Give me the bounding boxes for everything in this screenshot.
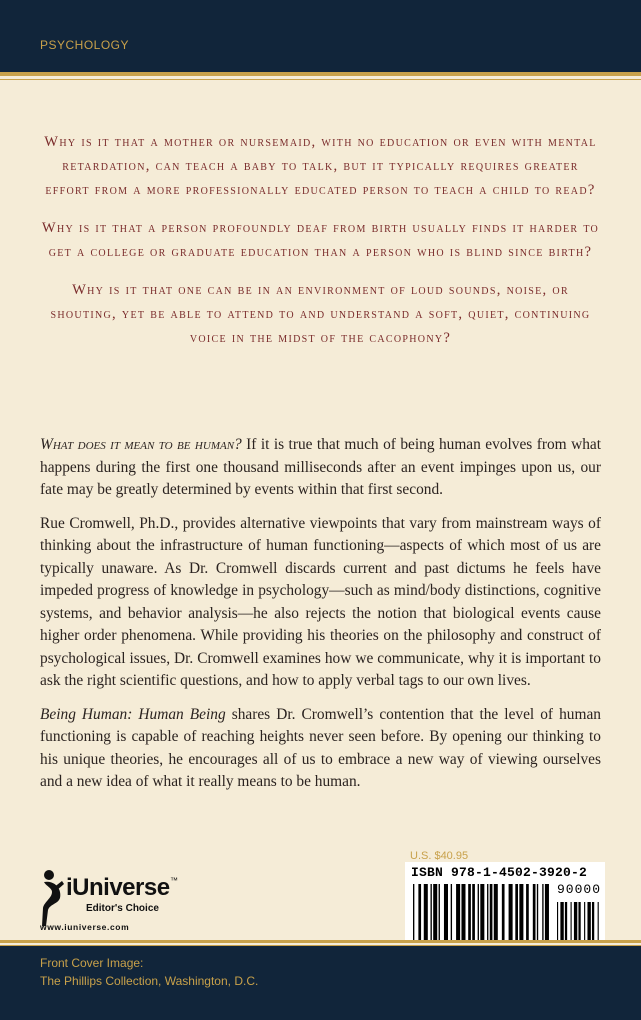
question-1: Why is it that a mother or nursemaid, with no education or even with mental retardation, can teach a baby to talk, but it typically requires greater effort from a more professionally educated person to teach a child to read?: [44, 134, 597, 198]
credit-line-1: Front Cover Image:: [40, 956, 144, 970]
isbn-number: ISBN 978-1-4502-3920-2: [411, 865, 588, 880]
paragraph-3: [40, 704, 601, 794]
lead-in-question: What does it mean to be human?: [40, 436, 242, 453]
question-3: Why is it that one can be in an environment of loud sounds, noise, or shouting, yet be able to attend to and understand a soft, quiet, continuing voice in the midst of the cacophony?: [50, 282, 591, 346]
reader-figure-icon: [40, 868, 66, 928]
publisher-brand: iUniverse: [66, 874, 170, 901]
paragraph-2: Rue Cromwell, Ph.D., provides alternative viewpoints that vary from mainstream ways of thinking about the infrastructure of human functioning—aspects of which most of us are typically unaware. As Dr. Cromwell discards current and past dictums he feels have impeded progress of knowledge in psychology—such as mind/body distinctions, cognitive systems, and behavior analysis—he also rejects the notion that biological events cause higher order phenomena. While providing his theories on the philosophy and construct of psychological issues, Dr. Cromwell examines how we communicate, why it is important to ask the right scientific questions, and how to apply verbal tags to our own lives.: [40, 514, 601, 689]
publisher-website: www.iuniverse.com: [40, 922, 130, 932]
description-block: [40, 434, 601, 805]
addon-code: 90000: [557, 882, 602, 897]
question-2: Why is it that a person profoundly deaf from birth usually finds it harder to get a college or graduate education than a person who is blind since birth?: [41, 220, 600, 260]
top-gold-rule-thin: [0, 79, 641, 80]
paragraph-1: [40, 434, 601, 502]
publisher-subtitle: Editor's Choice: [86, 903, 159, 914]
question-block: [40, 130, 601, 364]
price-label: U.S. $40.95: [410, 850, 469, 862]
top-band: [0, 0, 641, 72]
credit-line-2: The Phillips Collection, Washington, D.C.: [40, 974, 259, 988]
paragraph-3-text: shares Dr. Cromwell’s contention that the level of human functioning is capable of reaching heights never seen before. By opening our thinking to his unique theories, he encourages all of us to embrace a new way of viewing ourselves and a new idea of what it really means to be human.: [40, 705, 601, 790]
category-label: PSYCHOLOGY: [40, 38, 130, 52]
book-title: Being Human: Human Being: [40, 705, 226, 723]
cover-credit: [40, 954, 258, 990]
paragraph-1-text: If it is true that much of being human evolves from what happens during the first one thousand milliseconds after an event impinges upon us, our fate may be greatly determined by events within that first second.: [40, 436, 601, 498]
trademark-mark: ™: [170, 876, 178, 885]
